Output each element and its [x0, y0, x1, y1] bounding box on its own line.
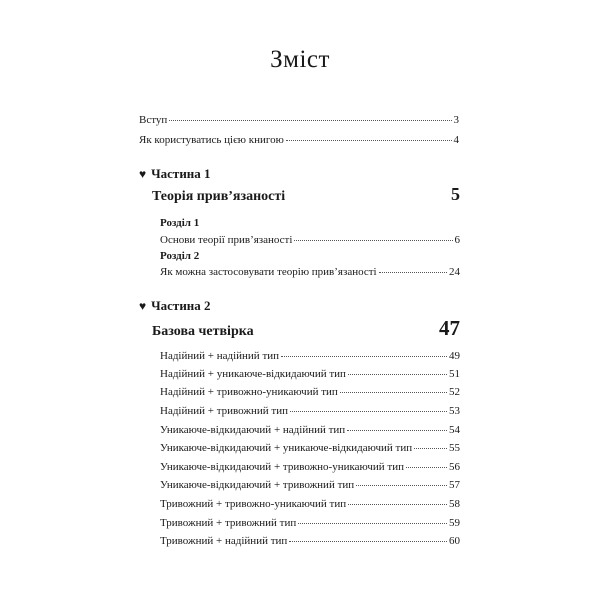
toc-entry-text: Тривожний + надійний тип: [160, 535, 288, 547]
dot-leader: [406, 467, 447, 468]
part-2-label: ♥ Частина 2: [139, 298, 211, 313]
part-2-heading[interactable]: [152, 316, 460, 341]
toc-page-number: 49: [449, 350, 460, 362]
toc-entry-text: Надійний + тривожно-уникаючий тип: [160, 386, 338, 398]
toc-entry-text: Уникаюче-відкидаючий + уникаюче-відкидаючий тип: [160, 442, 413, 454]
toc-page-number: 57: [449, 479, 460, 491]
dot-leader: [340, 392, 447, 393]
toc-page-number: 53: [449, 405, 460, 417]
toc-entry-section-1[interactable]: [160, 234, 460, 246]
toc-entry[interactable]: [160, 350, 460, 362]
toc-page-number: 6: [454, 234, 460, 246]
toc-page-number: 54: [449, 424, 460, 436]
dot-leader: [379, 272, 447, 273]
toc-entry[interactable]: [160, 479, 460, 491]
toc-entry[interactable]: [160, 424, 460, 436]
dot-leader: [294, 240, 452, 241]
toc-page-number: 4: [453, 134, 459, 146]
toc-entry-text: Вступ: [139, 114, 168, 126]
toc-entry-text: Як користуватись цією книгою: [139, 134, 284, 146]
toc-entry-text: Тривожний + тривожний тип: [160, 517, 297, 529]
part-1-label: ♥ Частина 1: [139, 166, 211, 181]
toc-entry[interactable]: [160, 517, 460, 529]
toc-entry[interactable]: [160, 535, 460, 547]
dot-leader: [348, 504, 447, 505]
toc-entry-text: Уникаюче-відкидаючий + тривожно-уникаючий тип: [160, 461, 404, 473]
toc-page-number: 3: [453, 114, 459, 126]
toc-page-number: 59: [449, 517, 460, 529]
dot-leader: [348, 374, 447, 375]
part-1-page: 5: [451, 184, 460, 204]
toc-entry[interactable]: [160, 368, 460, 380]
dot-leader: [414, 448, 447, 449]
toc-page-number: 24: [449, 266, 460, 278]
part-1-heading[interactable]: [152, 184, 460, 205]
dot-leader: [286, 140, 452, 141]
toc-entry-text: Надійний + тривожний тип: [160, 405, 288, 417]
toc-entry-text: Як можна застосовувати теорію прив’язаності: [160, 266, 377, 278]
toc-entry-how-to-use[interactable]: [139, 134, 459, 146]
page-title: Зміст: [270, 46, 330, 73]
toc-entry[interactable]: [160, 386, 460, 398]
toc-entry-text: Уникаюче-відкидаючий + надійний тип: [160, 424, 346, 436]
dot-leader: [281, 356, 447, 357]
toc-entry-section-2[interactable]: [160, 266, 460, 278]
toc-page-number: 58: [449, 498, 460, 510]
toc-page-number: 56: [449, 461, 460, 473]
toc-entry-text: Надійний + уникаюче-відкидаючий тип: [160, 368, 346, 380]
toc-entry[interactable]: [160, 442, 460, 454]
part-1-title: Теорія прив’язаності: [152, 189, 286, 204]
toc-page-number: 55: [449, 442, 460, 454]
toc-page-number: 51: [449, 368, 460, 380]
toc-page-number: 60: [449, 535, 460, 547]
heart-icon: ♥: [139, 167, 147, 181]
part-2-page: 47: [439, 316, 460, 340]
toc-entry-text: Тривожний + тривожно-уникаючий тип: [160, 498, 347, 510]
dot-leader: [356, 485, 447, 486]
toc-entry-text: Уникаюче-відкидаючий + тривожний тип: [160, 479, 355, 491]
toc-entry-intro[interactable]: [139, 114, 459, 126]
dot-leader: [347, 430, 447, 431]
part-2-title: Базова четвірка: [152, 324, 254, 339]
toc-entry-text: Надійний + надійний тип: [160, 350, 280, 362]
toc-page-number: 52: [449, 386, 460, 398]
toc-entry[interactable]: [160, 405, 460, 417]
toc-entry[interactable]: [160, 498, 460, 510]
dot-leader: [289, 541, 447, 542]
toc-entry[interactable]: [160, 461, 460, 473]
dot-leader: [169, 120, 451, 121]
section-1-label: Розділ 1: [160, 217, 200, 229]
heart-icon: ♥: [139, 299, 147, 313]
toc-entry-text: Основи теорії прив’язаності: [160, 234, 293, 246]
section-2-label: Розділ 2: [160, 250, 200, 262]
dot-leader: [298, 523, 447, 524]
dot-leader: [290, 411, 447, 412]
